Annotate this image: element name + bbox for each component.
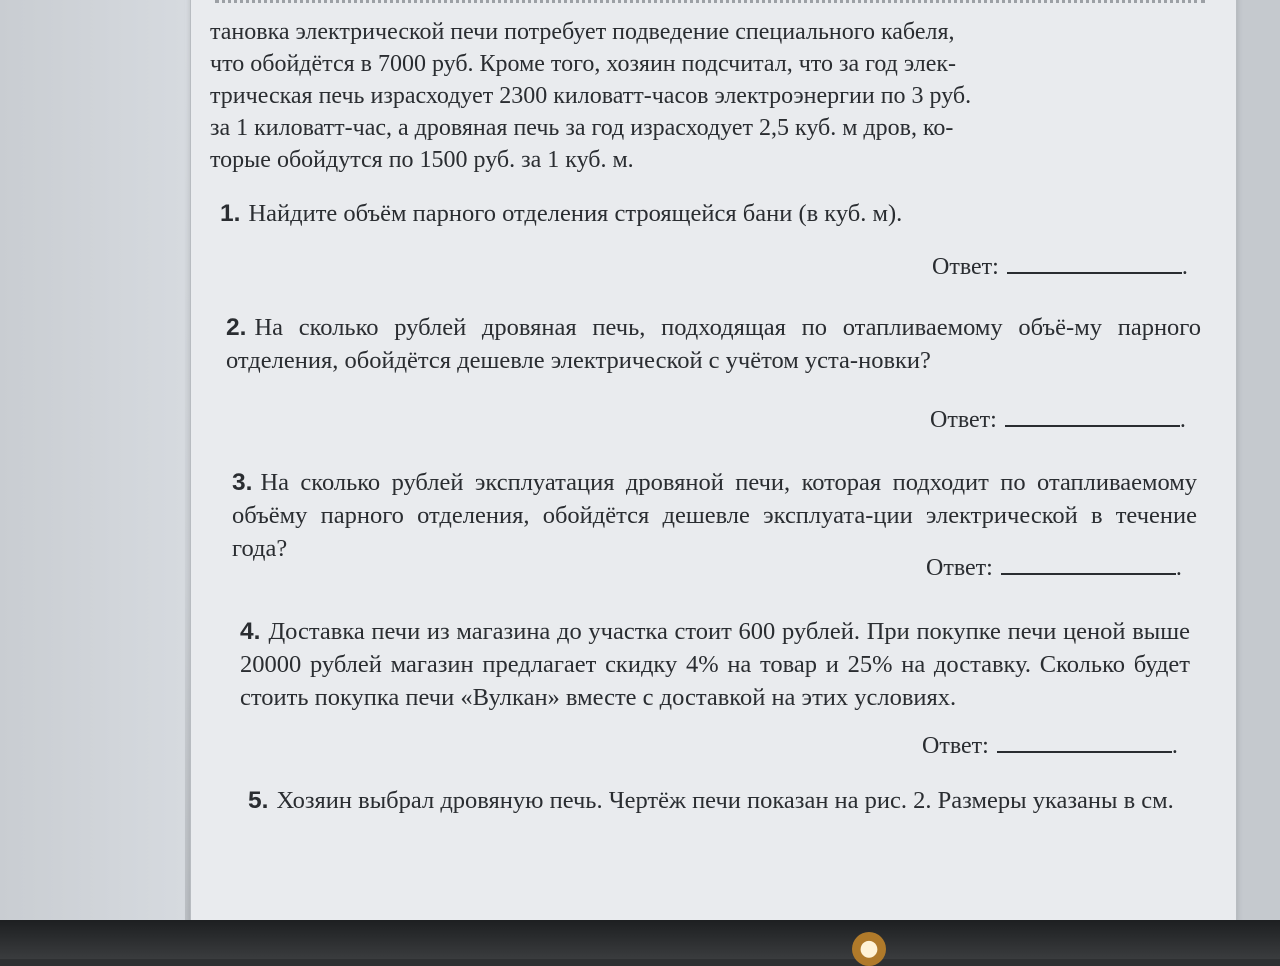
answer-label: Ответ:: [926, 555, 993, 581]
answer-1: [932, 252, 1188, 281]
question-number: 2.: [226, 314, 247, 341]
answer-period: .: [1181, 254, 1188, 280]
question-number: 5.: [248, 787, 269, 814]
left-margin: [0, 0, 185, 930]
answer-period: .: [1175, 555, 1182, 581]
answer-blank[interactable]: [997, 731, 1172, 753]
question-2: [226, 311, 1201, 377]
question-1: [220, 197, 1210, 230]
answer-label: Ответ:: [930, 407, 997, 433]
answer-period: .: [1179, 407, 1186, 433]
intro-line: торые обойдутся по 1500 руб. за 1 куб. м.: [210, 147, 634, 173]
intro-line: трическая печь израсходует 2300 киловатт-часов электроэнергии по 3 руб.: [210, 83, 972, 109]
answer-3: [926, 553, 1182, 582]
answer-2: [930, 405, 1186, 434]
question-3: [232, 466, 1197, 565]
intro-line: за 1 киловатт-час, а дровяная печь за год израсходует 2,5 куб. м дров, ко-: [210, 115, 954, 141]
answer-period: .: [1171, 733, 1178, 759]
right-margin: [1236, 0, 1280, 930]
bezel-logo-icon: ●: [852, 932, 886, 966]
intro-line: что обойдётся в 7000 руб. Кроме того, хозяин подсчитал, что за год элек-: [210, 51, 957, 77]
question-text: Найдите объём парного отделения строящейся бани (в куб. м).: [248, 200, 903, 227]
question-5: [248, 784, 1183, 817]
question-number: 1.: [220, 200, 241, 227]
answer-label: Ответ:: [932, 254, 999, 280]
cut-off-top-line: [215, 0, 1205, 11]
answer-blank[interactable]: [1005, 405, 1180, 427]
question-4: [240, 615, 1190, 714]
question-text: На сколько рублей эксплуатация дровяной печи, которая подходит по отапливаемому объёму парного отделения, обойдётся дешевле эксплуата-ции электрической в течение года?: [232, 469, 1197, 562]
question-number: 4.: [240, 618, 261, 645]
answer-blank[interactable]: [1001, 553, 1176, 575]
answer-label: Ответ:: [922, 733, 989, 759]
question-number: 3.: [232, 469, 253, 496]
intro-line: тановка электрической печи потребует подведение специального кабеля,: [210, 19, 955, 45]
intro-paragraph: [210, 16, 1215, 176]
answer-4: [922, 731, 1178, 760]
question-text: Доставка печи из магазина до участка стоит 600 рублей. При покупке печи ценой выше 20000 рублей магазин предлагает скидку 4% на товар и 25% на доставку. Сколько будет стоить покупка печи «Вулкан» вместе с доставкой на этих условиях.: [240, 618, 1190, 711]
question-text: Хозяин выбрал дровяную печь. Чертёж печи показан на рис. 2. Размеры указаны в см.: [276, 787, 1174, 814]
answer-blank[interactable]: [1007, 252, 1182, 274]
monitor-bezel: [0, 920, 1280, 959]
question-text: На сколько рублей дровяная печь, подходящая по отапливаемому объё-му парного отделения, обойдётся дешевле электрической с учётом уста-новки?: [226, 314, 1201, 374]
